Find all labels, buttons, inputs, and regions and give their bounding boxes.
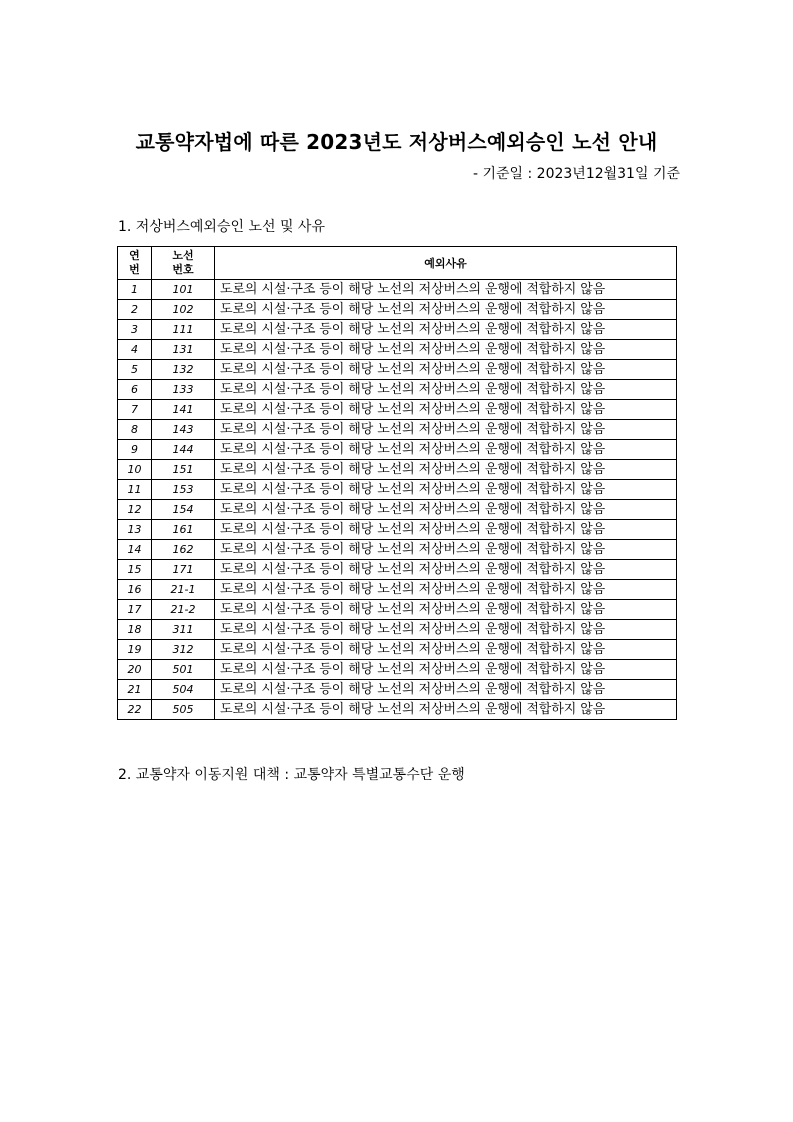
row-number-cell: 15 bbox=[118, 560, 152, 580]
reason-cell: 도로의 시설·구조 등이 해당 노선의 저상버스의 운행에 적합하지 않음 bbox=[215, 280, 677, 300]
row-number-cell: 7 bbox=[118, 400, 152, 420]
route-number-cell: 111 bbox=[152, 320, 215, 340]
route-number-cell: 131 bbox=[152, 340, 215, 360]
header-no-line1: 연 bbox=[129, 249, 140, 262]
row-number-cell: 4 bbox=[118, 340, 152, 360]
row-number-cell: 16 bbox=[118, 580, 152, 600]
route-number-cell: 21-2 bbox=[152, 600, 215, 620]
exception-routes-table bbox=[117, 246, 677, 720]
row-number-cell: 22 bbox=[118, 700, 152, 720]
header-route bbox=[152, 247, 215, 280]
table-row bbox=[118, 580, 677, 600]
row-number-cell: 9 bbox=[118, 440, 152, 460]
route-number-cell: 141 bbox=[152, 400, 215, 420]
reason-cell: 도로의 시설·구조 등이 해당 노선의 저상버스의 운행에 적합하지 않음 bbox=[215, 560, 677, 580]
row-number-cell: 11 bbox=[118, 480, 152, 500]
table-row bbox=[118, 560, 677, 580]
reason-cell: 도로의 시설·구조 등이 해당 노선의 저상버스의 운행에 적합하지 않음 bbox=[215, 640, 677, 660]
table-row bbox=[118, 300, 677, 320]
reason-cell: 도로의 시설·구조 등이 해당 노선의 저상버스의 운행에 적합하지 않음 bbox=[215, 680, 677, 700]
route-number-cell: 102 bbox=[152, 300, 215, 320]
row-number-cell: 3 bbox=[118, 320, 152, 340]
route-number-cell: 311 bbox=[152, 620, 215, 640]
route-number-cell: 161 bbox=[152, 520, 215, 540]
route-number-cell: 151 bbox=[152, 460, 215, 480]
reason-cell: 도로의 시설·구조 등이 해당 노선의 저상버스의 운행에 적합하지 않음 bbox=[215, 660, 677, 680]
reason-cell: 도로의 시설·구조 등이 해당 노선의 저상버스의 운행에 적합하지 않음 bbox=[215, 500, 677, 520]
route-number-cell: 501 bbox=[152, 660, 215, 680]
table-row bbox=[118, 620, 677, 640]
header-route-line2: 번호 bbox=[172, 263, 194, 276]
route-number-cell: 143 bbox=[152, 420, 215, 440]
section-heading-routes: 1. 저상버스예외승인 노선 및 사유 bbox=[118, 219, 325, 235]
row-number-cell: 21 bbox=[118, 680, 152, 700]
reason-cell: 도로의 시설·구조 등이 해당 노선의 저상버스의 운행에 적합하지 않음 bbox=[215, 340, 677, 360]
row-number-cell: 8 bbox=[118, 420, 152, 440]
row-number-cell: 17 bbox=[118, 600, 152, 620]
baseline-date: - 기준일 : 2023년12월31일 기준 bbox=[472, 166, 680, 182]
row-number-cell: 20 bbox=[118, 660, 152, 680]
route-number-cell: 153 bbox=[152, 480, 215, 500]
header-route-line1: 노선 bbox=[172, 249, 194, 262]
table-row bbox=[118, 400, 677, 420]
route-number-cell: 504 bbox=[152, 680, 215, 700]
reason-cell: 도로의 시설·구조 등이 해당 노선의 저상버스의 운행에 적합하지 않음 bbox=[215, 540, 677, 560]
table-row bbox=[118, 380, 677, 400]
document-title: 교통약자법에 따른 2023년도 저상버스예외승인 노선 안내 bbox=[135, 130, 658, 154]
row-number-cell: 10 bbox=[118, 460, 152, 480]
reason-cell: 도로의 시설·구조 등이 해당 노선의 저상버스의 운행에 적합하지 않음 bbox=[215, 360, 677, 380]
route-number-cell: 154 bbox=[152, 500, 215, 520]
reason-cell: 도로의 시설·구조 등이 해당 노선의 저상버스의 운행에 적합하지 않음 bbox=[215, 380, 677, 400]
row-number-cell: 12 bbox=[118, 500, 152, 520]
route-number-cell: 133 bbox=[152, 380, 215, 400]
reason-cell: 도로의 시설·구조 등이 해당 노선의 저상버스의 운행에 적합하지 않음 bbox=[215, 700, 677, 720]
row-number-cell: 18 bbox=[118, 620, 152, 640]
route-number-cell: 162 bbox=[152, 540, 215, 560]
row-number-cell: 1 bbox=[118, 280, 152, 300]
route-number-cell: 21-1 bbox=[152, 580, 215, 600]
table-header-row bbox=[118, 247, 677, 280]
reason-cell: 도로의 시설·구조 등이 해당 노선의 저상버스의 운행에 적합하지 않음 bbox=[215, 420, 677, 440]
header-no-line2: 번 bbox=[129, 263, 140, 276]
reason-cell: 도로의 시설·구조 등이 해당 노선의 저상버스의 운행에 적합하지 않음 bbox=[215, 460, 677, 480]
table-row bbox=[118, 640, 677, 660]
reason-cell: 도로의 시설·구조 등이 해당 노선의 저상버스의 운행에 적합하지 않음 bbox=[215, 300, 677, 320]
table-row bbox=[118, 360, 677, 380]
row-number-cell: 14 bbox=[118, 540, 152, 560]
row-number-cell: 19 bbox=[118, 640, 152, 660]
reason-cell: 도로의 시설·구조 등이 해당 노선의 저상버스의 운행에 적합하지 않음 bbox=[215, 400, 677, 420]
row-number-cell: 5 bbox=[118, 360, 152, 380]
row-number-cell: 6 bbox=[118, 380, 152, 400]
table-row bbox=[118, 520, 677, 540]
route-number-cell: 144 bbox=[152, 440, 215, 460]
header-reason: 예외사유 bbox=[215, 247, 677, 280]
table-row bbox=[118, 660, 677, 680]
route-number-cell: 132 bbox=[152, 360, 215, 380]
table-row bbox=[118, 480, 677, 500]
row-number-cell: 2 bbox=[118, 300, 152, 320]
route-number-cell: 171 bbox=[152, 560, 215, 580]
table-row bbox=[118, 340, 677, 360]
table-row bbox=[118, 320, 677, 340]
table-row bbox=[118, 700, 677, 720]
reason-cell: 도로의 시설·구조 등이 해당 노선의 저상버스의 운행에 적합하지 않음 bbox=[215, 600, 677, 620]
reason-cell: 도로의 시설·구조 등이 해당 노선의 저상버스의 운행에 적합하지 않음 bbox=[215, 520, 677, 540]
reason-cell: 도로의 시설·구조 등이 해당 노선의 저상버스의 운행에 적합하지 않음 bbox=[215, 580, 677, 600]
table-row bbox=[118, 420, 677, 440]
row-number-cell: 13 bbox=[118, 520, 152, 540]
table-row bbox=[118, 540, 677, 560]
reason-cell: 도로의 시설·구조 등이 해당 노선의 저상버스의 운행에 적합하지 않음 bbox=[215, 620, 677, 640]
reason-cell: 도로의 시설·구조 등이 해당 노선의 저상버스의 운행에 적합하지 않음 bbox=[215, 480, 677, 500]
route-number-cell: 101 bbox=[152, 280, 215, 300]
table-row bbox=[118, 460, 677, 480]
table-row bbox=[118, 680, 677, 700]
reason-cell: 도로의 시설·구조 등이 해당 노선의 저상버스의 운행에 적합하지 않음 bbox=[215, 440, 677, 460]
route-number-cell: 505 bbox=[152, 700, 215, 720]
table-row bbox=[118, 440, 677, 460]
table-row bbox=[118, 280, 677, 300]
reason-cell: 도로의 시설·구조 등이 해당 노선의 저상버스의 운행에 적합하지 않음 bbox=[215, 320, 677, 340]
table-body bbox=[118, 280, 677, 720]
table-row bbox=[118, 500, 677, 520]
header-no bbox=[118, 247, 152, 280]
section-heading-support: 2. 교통약자 이동지원 대책 : 교통약자 특별교통수단 운행 bbox=[118, 767, 465, 783]
route-number-cell: 312 bbox=[152, 640, 215, 660]
table-row bbox=[118, 600, 677, 620]
